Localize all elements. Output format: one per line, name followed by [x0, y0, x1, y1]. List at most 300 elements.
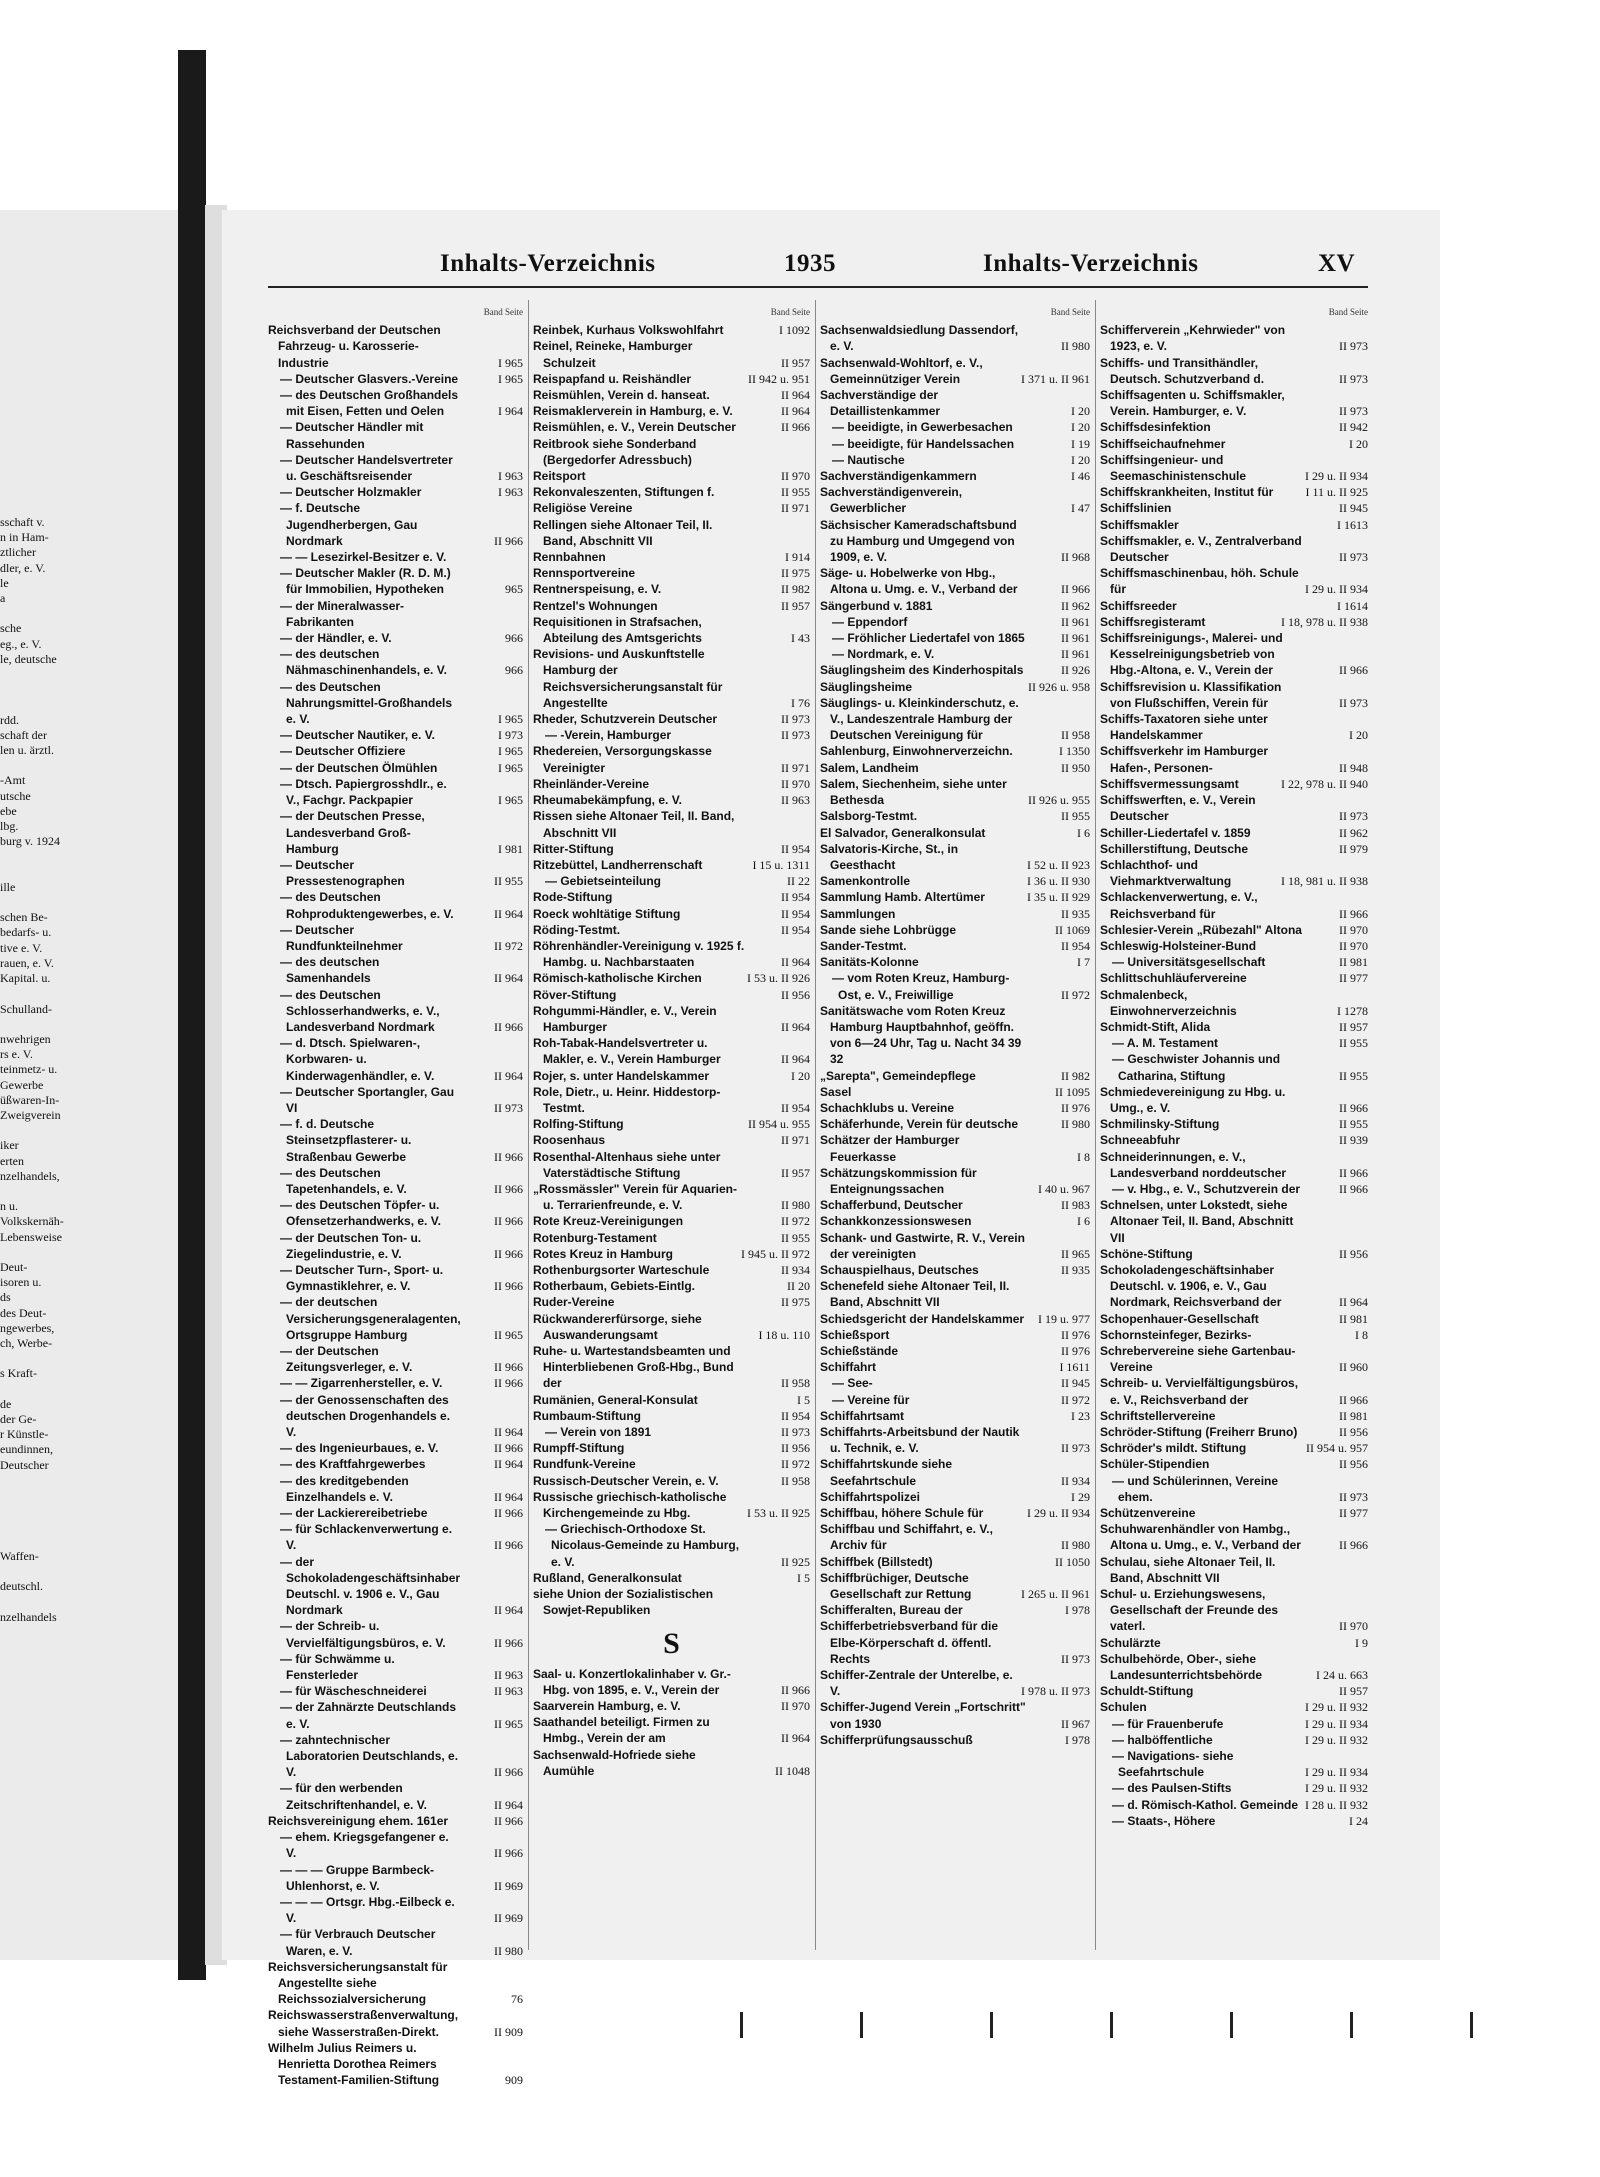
- index-entry-page-ref: II 966: [494, 533, 523, 548]
- index-entry-page-ref: II 977: [1339, 1506, 1368, 1521]
- index-entry-page-ref: I 973: [498, 728, 523, 743]
- index-entry: [1100, 565, 1368, 597]
- index-entry-page-ref: II 22: [787, 874, 810, 889]
- index-entry-term: Schießstände: [820, 1344, 899, 1358]
- index-entry-term: — v. Hbg., e. V., Schutzverein der: [1112, 1181, 1301, 1196]
- index-entry-term: Schiffahrtsamt: [820, 1408, 905, 1423]
- index-entry-term: Schiedsgericht der Handelskammer: [820, 1311, 1025, 1326]
- index-entry: [268, 1813, 523, 1829]
- index-entry: [533, 1424, 810, 1440]
- index-entry-term: Rumänien, General-Konsulat: [533, 1392, 698, 1407]
- index-entry: [1100, 517, 1368, 533]
- index-entry-page-ref: II 954 u. 957: [1306, 1441, 1368, 1456]
- index-entry-term: — des kreditgebenden Einzelhandels e. V.: [280, 1473, 409, 1504]
- index-column-4: [1100, 305, 1368, 1829]
- index-entry: [268, 1521, 523, 1553]
- index-entry-page-ref: II 973: [1339, 809, 1368, 824]
- index-entry-page-ref: II 964: [494, 1068, 523, 1083]
- index-entry-term: Sachsenwald-Hofriede siehe Aumühle: [533, 1747, 696, 1778]
- index-entry: [1100, 1780, 1368, 1796]
- index-entry-term: Schiffahrt: [820, 1360, 877, 1375]
- left-page-line: ds: [0, 1290, 11, 1305]
- index-entry: [820, 954, 1090, 970]
- index-entry-term: Reismaklerverein in Hamburg, e. V.: [533, 404, 733, 419]
- index-entry: [268, 1862, 523, 1894]
- index-entry-term: Röver-Stiftung: [533, 987, 617, 1002]
- index-entry-term: Schiffsingenieur- und Seemaschinistenschule: [1100, 452, 1247, 484]
- left-page-line: üßwaren-In-: [0, 1092, 60, 1107]
- index-entry: [533, 419, 810, 435]
- index-column-2: [533, 305, 810, 1779]
- index-entry-page-ref: II 962: [1061, 598, 1090, 613]
- index-entry: [533, 1521, 810, 1570]
- index-entry: [1100, 1181, 1368, 1197]
- index-entry: [820, 1084, 1090, 1100]
- index-entry-page-ref: II 964: [494, 1489, 523, 1504]
- index-entry: [268, 776, 523, 808]
- index-entry-page-ref: II 966: [494, 1506, 523, 1521]
- index-entry-page-ref: II 956: [781, 987, 810, 1002]
- index-entry-page-ref: I 978 u. II 973: [1021, 1684, 1090, 1699]
- index-entry: [820, 1230, 1090, 1262]
- index-entry-page-ref: I 18, 981 u. II 938: [1281, 874, 1368, 889]
- column-divider: [1095, 300, 1096, 1950]
- index-entry-page-ref: I 8: [1077, 1149, 1090, 1164]
- index-entry: [1100, 436, 1368, 452]
- index-entry: [268, 987, 523, 1036]
- left-page-line: [0, 865, 150, 880]
- left-page-line: s Kraft-: [0, 1366, 37, 1381]
- index-entry-term: Ruder-Vereine: [533, 1295, 615, 1310]
- left-page-line: [0, 1503, 150, 1518]
- index-entry-term: Schifferprüfungsausschuß: [820, 1732, 973, 1747]
- index-entry-term: Rotes Kreuz in Hamburg: [533, 1246, 674, 1261]
- index-entry-page-ref: II 961: [1061, 614, 1090, 629]
- index-entry: [533, 727, 810, 743]
- index-entry: [268, 1505, 523, 1521]
- left-page-line: lbg.: [0, 819, 19, 834]
- index-entry-page-ref: I 29 u. II 934: [1305, 1716, 1368, 1731]
- index-entry: [268, 549, 523, 565]
- index-entry-term: Rückwandererfürsorge, siehe Auswanderungsamt: [533, 1311, 702, 1342]
- index-entry-page-ref: II 958: [781, 1376, 810, 1391]
- index-entry: [1100, 1732, 1368, 1748]
- index-entry: [1100, 1586, 1368, 1635]
- index-entry-term: Rennbahnen: [533, 550, 606, 565]
- index-entry-term: Rothenburgsorter Warteschule: [533, 1262, 710, 1277]
- left-page-line: Deutscher: [0, 1457, 49, 1472]
- index-entry: [820, 322, 1090, 354]
- index-entry-term: Schiffsregisteramt: [1100, 614, 1206, 629]
- index-entry-page-ref: II 966: [494, 1441, 523, 1456]
- index-entry: [533, 970, 810, 986]
- index-entry-page-ref: II 981: [1339, 955, 1368, 970]
- column-header-band-seite: Band Seite: [770, 307, 810, 317]
- index-entry-page-ref: II 945: [1061, 1376, 1090, 1391]
- index-entry-term: Schachklubs u. Vereine: [820, 1100, 955, 1115]
- index-entry-page-ref: I 19 u. 977: [1038, 1311, 1090, 1326]
- index-entry-page-ref: I 265 u. II 961: [1021, 1587, 1090, 1602]
- index-entry: [268, 1440, 523, 1456]
- index-entry-term: — des Deutschen Töpfer- u. Ofensetzerhandwerks, e. V.: [280, 1198, 441, 1229]
- index-entry: [268, 1165, 523, 1197]
- index-entry-term: Salem, Siechenheim, siehe unter Bethesda: [820, 776, 1007, 808]
- index-entry: [1100, 533, 1368, 565]
- index-entry: [268, 598, 523, 630]
- index-entry: [820, 468, 1090, 484]
- index-entry: [268, 1375, 523, 1391]
- index-entry: [1100, 1408, 1368, 1424]
- index-entry-page-ref: I 29 u. II 934: [1305, 582, 1368, 597]
- index-entry-page-ref: II 966: [494, 1149, 523, 1164]
- index-entry: [1100, 938, 1368, 954]
- index-entry-term: Schiffsmakler, e. V., Zentralverband Deutscher: [1100, 533, 1302, 565]
- index-entry: [533, 1311, 810, 1343]
- index-entry: [1100, 1456, 1368, 1472]
- index-entry-term: „Sarepta", Gemeindepflege: [820, 1068, 976, 1083]
- index-entry: [268, 954, 523, 986]
- index-entry: [1100, 1521, 1368, 1553]
- left-page-line: isoren u.: [0, 1275, 42, 1290]
- index-entry: [533, 549, 810, 565]
- left-page-line: nzelhandels,: [0, 1168, 60, 1183]
- index-entry: [820, 1699, 1090, 1731]
- index-entry-page-ref: II 1069: [1055, 922, 1090, 937]
- index-entry: [268, 1473, 523, 1505]
- index-entry-page-ref: I 965: [498, 760, 523, 775]
- index-entry-term: Schopenhauer-Gesellschaft: [1100, 1311, 1259, 1326]
- index-entry: [533, 1262, 810, 1278]
- column-divider: [815, 300, 816, 1950]
- index-entry-term: — der Lackierereibetriebe: [280, 1506, 428, 1521]
- index-entry-page-ref: II 964: [781, 955, 810, 970]
- index-entry-term: Sachverständigenkammern: [820, 469, 977, 484]
- index-entry-term: Schiffahrtspolizei: [820, 1489, 921, 1504]
- index-entry-term: Rußland, Generalkonsulat: [533, 1570, 682, 1585]
- index-entry-page-ref: II 926: [1061, 663, 1090, 678]
- index-entry-page-ref: I 20: [1349, 728, 1368, 743]
- index-entry-page-ref: II 964: [781, 388, 810, 403]
- index-entry-term: Schiffsreeder: [1100, 598, 1177, 613]
- index-entry-page-ref: II 970: [781, 776, 810, 791]
- index-entry-term: — der Schreib- u. Vervielfältigungsbüros, e. V.: [280, 1619, 446, 1650]
- index-entry-term: Revisions- und Auskunftstelle Hamburg der Reichsversicherungsanstalt für Angestellte: [533, 647, 723, 710]
- index-entry-page-ref: II 964: [781, 404, 810, 419]
- index-entry-page-ref: I 981: [498, 841, 523, 856]
- index-entry: [1100, 1635, 1368, 1651]
- index-entry-page-ref: II 966: [1339, 1165, 1368, 1180]
- book-spine: [178, 50, 206, 1980]
- index-entry: [268, 1651, 523, 1683]
- index-entry-page-ref: II 973: [494, 1100, 523, 1115]
- index-entry: [533, 338, 810, 370]
- index-entry-page-ref: I 945 u. II 972: [741, 1246, 810, 1261]
- index-entry-page-ref: II 964: [494, 1797, 523, 1812]
- left-page-line: [0, 1017, 150, 1032]
- index-entry-page-ref: II 961: [1061, 647, 1090, 662]
- index-entry: [1100, 711, 1368, 743]
- index-entry: [820, 776, 1090, 808]
- column-header-band-seite: Band Seite: [1050, 307, 1090, 317]
- index-entry-term: Schiffswerften, e. V., Verein Deutscher: [1100, 793, 1256, 824]
- index-entry: [268, 452, 523, 484]
- left-page-line: n in Ham-: [0, 530, 49, 545]
- index-entry: [268, 387, 523, 419]
- index-entry: [1100, 1084, 1368, 1116]
- index-entry: [1100, 1716, 1368, 1732]
- left-page-line: [0, 1123, 150, 1138]
- index-entry: [533, 841, 810, 857]
- index-entry: [268, 889, 523, 921]
- index-entry-page-ref: II 958: [781, 1473, 810, 1488]
- index-entry-term: Röhrenhändler-Vereinigung v. 1925 f. Hambg. u. Nachbarstaaten: [533, 938, 745, 970]
- index-entry-page-ref: I 963: [498, 469, 523, 484]
- index-entry: [533, 500, 810, 516]
- index-entry: [268, 1343, 523, 1375]
- index-entry-term: Schnelsen, unter Lokstedt, siehe Altonaer Teil, II. Band, Abschnitt VII: [1100, 1198, 1294, 1245]
- index-entry-page-ref: I 29 u. II 934: [1305, 1765, 1368, 1780]
- index-entry: [533, 873, 810, 889]
- index-entry-term: Rhedereien, Versorgungskasse Vereinigter: [533, 744, 712, 775]
- index-entry-page-ref: II 972: [781, 1457, 810, 1472]
- left-page-line: Volkskernäh-: [0, 1214, 64, 1229]
- index-entry: [1100, 954, 1368, 970]
- index-entry-page-ref: II 955: [1339, 1036, 1368, 1051]
- index-entry-page-ref: II 942: [1339, 420, 1368, 435]
- index-entry-page-ref: II 945: [1339, 501, 1368, 516]
- index-entry: [533, 987, 810, 1003]
- index-entry: [820, 1197, 1090, 1213]
- index-entry-term: Sasel: [820, 1084, 852, 1099]
- index-entry-term: Salvatoris-Kirche, St., in Geesthacht: [820, 841, 959, 872]
- index-entry-page-ref: II 982: [1061, 1068, 1090, 1083]
- index-entry-term: Schifferalten, Bureau der: [820, 1603, 963, 1618]
- index-entry: [268, 1262, 523, 1294]
- index-entry-page-ref: II 964: [494, 1425, 523, 1440]
- index-entry-page-ref: II 970: [781, 1699, 810, 1714]
- left-page-line: ille: [0, 879, 16, 894]
- index-entry-page-ref: I 35 u. II 929: [1027, 890, 1090, 905]
- index-entry: [1100, 679, 1368, 711]
- index-entry-term: Schiffsrevision u. Klassifikation von Flußschiffen, Verein für: [1100, 679, 1282, 710]
- index-entry-term: Sachsenwaldsiedlung Dassendorf, e. V.: [820, 323, 1019, 354]
- index-entry: [533, 371, 810, 387]
- index-entry: [533, 1408, 810, 1424]
- index-entry: [820, 889, 1090, 905]
- index-entry-page-ref: II 975: [781, 1295, 810, 1310]
- index-entry-term: Schmilinsky-Stiftung: [1100, 1117, 1220, 1132]
- index-entry: [820, 452, 1090, 468]
- index-entry: [1100, 1311, 1368, 1327]
- index-entry-page-ref: I 1350: [1059, 744, 1090, 759]
- index-entry-term: Rentzel's Wohnungen: [533, 598, 658, 613]
- index-entry: [1100, 1197, 1368, 1246]
- index-entry-page-ref: I 20: [1071, 452, 1090, 467]
- index-entry-page-ref: I 53 u. II 925: [747, 1506, 810, 1521]
- index-entry-page-ref: I 18 u. 110: [758, 1327, 810, 1342]
- left-page-line: rdd.: [0, 712, 19, 727]
- index-entry: [268, 1554, 523, 1619]
- left-page-line: [0, 1488, 150, 1503]
- index-entry: [820, 1505, 1090, 1521]
- index-entry-term: Rote Kreuz-Vereinigungen: [533, 1214, 684, 1229]
- index-entry-page-ref: I 965: [498, 371, 523, 386]
- index-entry-page-ref: I 29 u. II 934: [1027, 1506, 1090, 1521]
- index-entry-page-ref: I 965: [498, 793, 523, 808]
- index-entry-term: Roh-Tabak-Handelsvertreter u. Makler, e. V., Verein Hamburger: [533, 1036, 721, 1067]
- index-entry-page-ref: II 964: [1339, 1295, 1368, 1310]
- left-page-line: erten: [0, 1153, 24, 1168]
- index-entry-term: Reispapfand u. Reishändler: [533, 371, 692, 386]
- index-entry: [1100, 857, 1368, 889]
- index-entry-term: — ehem. Kriegsgefangener e. V.: [280, 1830, 449, 1861]
- index-entry: [820, 760, 1090, 776]
- index-entry-term: — Staats-, Höhere: [1112, 1813, 1216, 1828]
- index-entry-term: — des deutschen Samenhandels: [280, 955, 380, 986]
- index-entry: [268, 808, 523, 857]
- index-entry-term: Reichsvereinigung ehem. 161er: [268, 1813, 449, 1828]
- index-entry: [820, 1667, 1090, 1699]
- index-entry-page-ref: I 22, 978 u. II 940: [1281, 776, 1368, 791]
- index-entry: [820, 808, 1090, 824]
- index-entry-term: Schmidt-Stift, Alida: [1100, 1019, 1211, 1034]
- index-entry-page-ref: I 29 u. II 932: [1305, 1700, 1368, 1715]
- index-entry-page-ref: I 24: [1349, 1813, 1368, 1828]
- index-entry: [1100, 630, 1368, 679]
- index-entry: [1100, 776, 1368, 792]
- index-entry: [533, 322, 810, 338]
- left-page-line: [0, 1655, 150, 1670]
- index-entry-page-ref: II 964: [494, 1603, 523, 1618]
- index-entry-page-ref: II 983: [1061, 1198, 1090, 1213]
- index-entry-term: Schöne-Stiftung: [1100, 1246, 1193, 1261]
- index-entry-term: Roeck wohltätige Stiftung: [533, 906, 681, 921]
- section-letter: S: [663, 1627, 680, 1661]
- index-entry-term: — — Lesezirkel-Besitzer e. V.: [280, 550, 447, 565]
- left-page-line: [0, 986, 150, 1001]
- index-entry-term: — Griechisch-Orthodoxe St. Nicolaus-Gemeinde zu Hamburg, e. V.: [545, 1522, 740, 1569]
- index-entry: [820, 1165, 1090, 1197]
- index-entry: [820, 1618, 1090, 1667]
- index-entry: [268, 1035, 523, 1084]
- index-entry-page-ref: II 966: [494, 1846, 523, 1861]
- index-entry: [533, 581, 810, 597]
- left-page-line: der Ge-: [0, 1411, 37, 1426]
- index-entry-term: Schokoladengeschäftsinhaber Deutschl. v. 1906, e. V., Gau Nordmark, Reichsverband der: [1100, 1262, 1282, 1310]
- index-entry: [1100, 1327, 1368, 1343]
- index-entry-page-ref: II 956: [1339, 1457, 1368, 1472]
- left-page-line: [0, 667, 150, 682]
- index-entry-term: Schauspielhaus, Deutsches: [820, 1262, 979, 1277]
- index-entry: [820, 1732, 1090, 1748]
- left-page-line: utsche: [0, 788, 31, 803]
- index-entry: [533, 1666, 810, 1698]
- index-entry: [820, 695, 1090, 744]
- left-page-line: sschaft v.: [0, 515, 45, 529]
- index-entry-term: Schulen: [1100, 1700, 1147, 1715]
- index-entry: [820, 614, 1090, 630]
- index-entry-page-ref: 966: [505, 631, 523, 646]
- index-entry-term: Schüler-Stipendien: [1100, 1457, 1210, 1472]
- index-entry-page-ref: II 957: [1339, 1019, 1368, 1034]
- index-entry-page-ref: II 962: [1339, 825, 1368, 840]
- index-entry-term: — Verein von 1891: [545, 1425, 652, 1440]
- index-entry-page-ref: II 966: [494, 1635, 523, 1650]
- index-entry: [1100, 1651, 1368, 1683]
- index-entry-page-ref: II 980: [781, 1198, 810, 1213]
- index-entry-term: — d. Dtsch. Spielwaren-, Korbwaren- u. Kinderwagenhändler, e. V.: [280, 1036, 435, 1083]
- index-entry-term: Schiffsverkehr im Hamburger Hafen-, Personen-: [1100, 744, 1269, 775]
- index-entry-page-ref: II 955: [781, 1230, 810, 1245]
- index-entry-term: — Deutscher Pressestenographen: [280, 857, 405, 889]
- index-entry-page-ref: II 957: [781, 1165, 810, 1180]
- index-entry-page-ref: I 47: [1071, 501, 1090, 516]
- index-entry-page-ref: I 29: [1071, 1489, 1090, 1504]
- index-entry-term: — Deutscher Holzmakler: [280, 485, 422, 500]
- index-entry-page-ref: II 960: [1339, 1360, 1368, 1375]
- index-entry-term: — der Genossenschaften des deutschen Drogenhandels e. V.: [280, 1392, 451, 1440]
- index-entry-term: Schankkonzessionswesen: [820, 1214, 972, 1229]
- index-entry-page-ref: I 914: [785, 550, 810, 565]
- left-page-line: dler, e. V.: [0, 560, 46, 575]
- index-entry-term: Russisch-Deutscher Verein, e. V.: [533, 1473, 719, 1488]
- left-page-line: ebe: [0, 803, 17, 818]
- index-entry-term: — des Deutschen Schlosserhandwerks, e. V., Landesverband Nordmark: [280, 987, 440, 1034]
- left-page-line: [0, 1534, 150, 1549]
- index-entry-page-ref: I 20: [1071, 420, 1090, 435]
- index-entry: [533, 1230, 810, 1246]
- index-entry-term: Saal- u. Konzertlokalinhaber v. Gr.-Hbg. von 1895, e. V., Verein der: [533, 1666, 731, 1697]
- index-entry: [268, 1392, 523, 1441]
- index-entry-page-ref: II 971: [781, 1133, 810, 1148]
- index-entry-page-ref: II 942 u. 951: [748, 371, 810, 386]
- index-entry-term: Reichsversicherungsanstalt für Angestellte siehe Reichssozialversicherung: [268, 1959, 448, 2007]
- index-entry: [268, 1116, 523, 1165]
- index-entry-term: — — Zigarrenhersteller, e. V.: [280, 1376, 443, 1391]
- index-entry: [268, 1926, 523, 1958]
- index-entry: [820, 970, 1090, 1002]
- index-entry: [533, 468, 810, 484]
- left-page-line: des Deut-: [0, 1305, 47, 1320]
- index-entry-page-ref: I 1613: [1337, 517, 1368, 532]
- index-entry-page-ref: II 954 u. 955: [748, 1117, 810, 1132]
- index-entry-term: — — — Gruppe Barmbeck-Uhlenhorst, e. V.: [280, 1862, 435, 1893]
- index-entry-page-ref: I 18, 978 u. II 938: [1281, 614, 1368, 629]
- index-entry-term: Sanitätswache vom Roten Kreuz Hamburg Hauptbahnhof, geöffn. von 6—24 Uhr, Tag u. Nacht 34 39 32: [820, 1003, 1022, 1067]
- index-entry-term: Schillerstiftung, Deutsche: [1100, 841, 1249, 856]
- index-entry-term: — des Paulsen-Stifts: [1112, 1781, 1232, 1796]
- index-entry-term: Rotenburg-Testament: [533, 1230, 657, 1245]
- index-entry-page-ref: II 979: [1339, 841, 1368, 856]
- index-entry-term: Schneeabfuhr: [1100, 1133, 1181, 1148]
- index-entry: [1100, 419, 1368, 435]
- index-entry-page-ref: II 966: [494, 1279, 523, 1294]
- index-entry-page-ref: II 955: [781, 485, 810, 500]
- index-entry: [268, 322, 523, 371]
- index-entry-page-ref: II 961: [1061, 631, 1090, 646]
- index-entry-page-ref: II 980: [1061, 1117, 1090, 1132]
- index-entry: [820, 1456, 1090, 1488]
- index-entry: [268, 1829, 523, 1861]
- index-entry-term: — des Deutschen Tapetenhandels, e. V.: [280, 1165, 407, 1196]
- index-entry-page-ref: I 19: [1071, 436, 1090, 451]
- index-entry-term: Schiffseichaufnehmer: [1100, 436, 1226, 451]
- index-entry-page-ref: II 956: [1339, 1246, 1368, 1261]
- index-entry-term: — beeidigte, in Gewerbesachen: [832, 420, 1013, 435]
- index-entry: [268, 484, 523, 500]
- index-entry-page-ref: II 972: [1061, 987, 1090, 1002]
- index-entry-page-ref: I 965: [498, 744, 523, 759]
